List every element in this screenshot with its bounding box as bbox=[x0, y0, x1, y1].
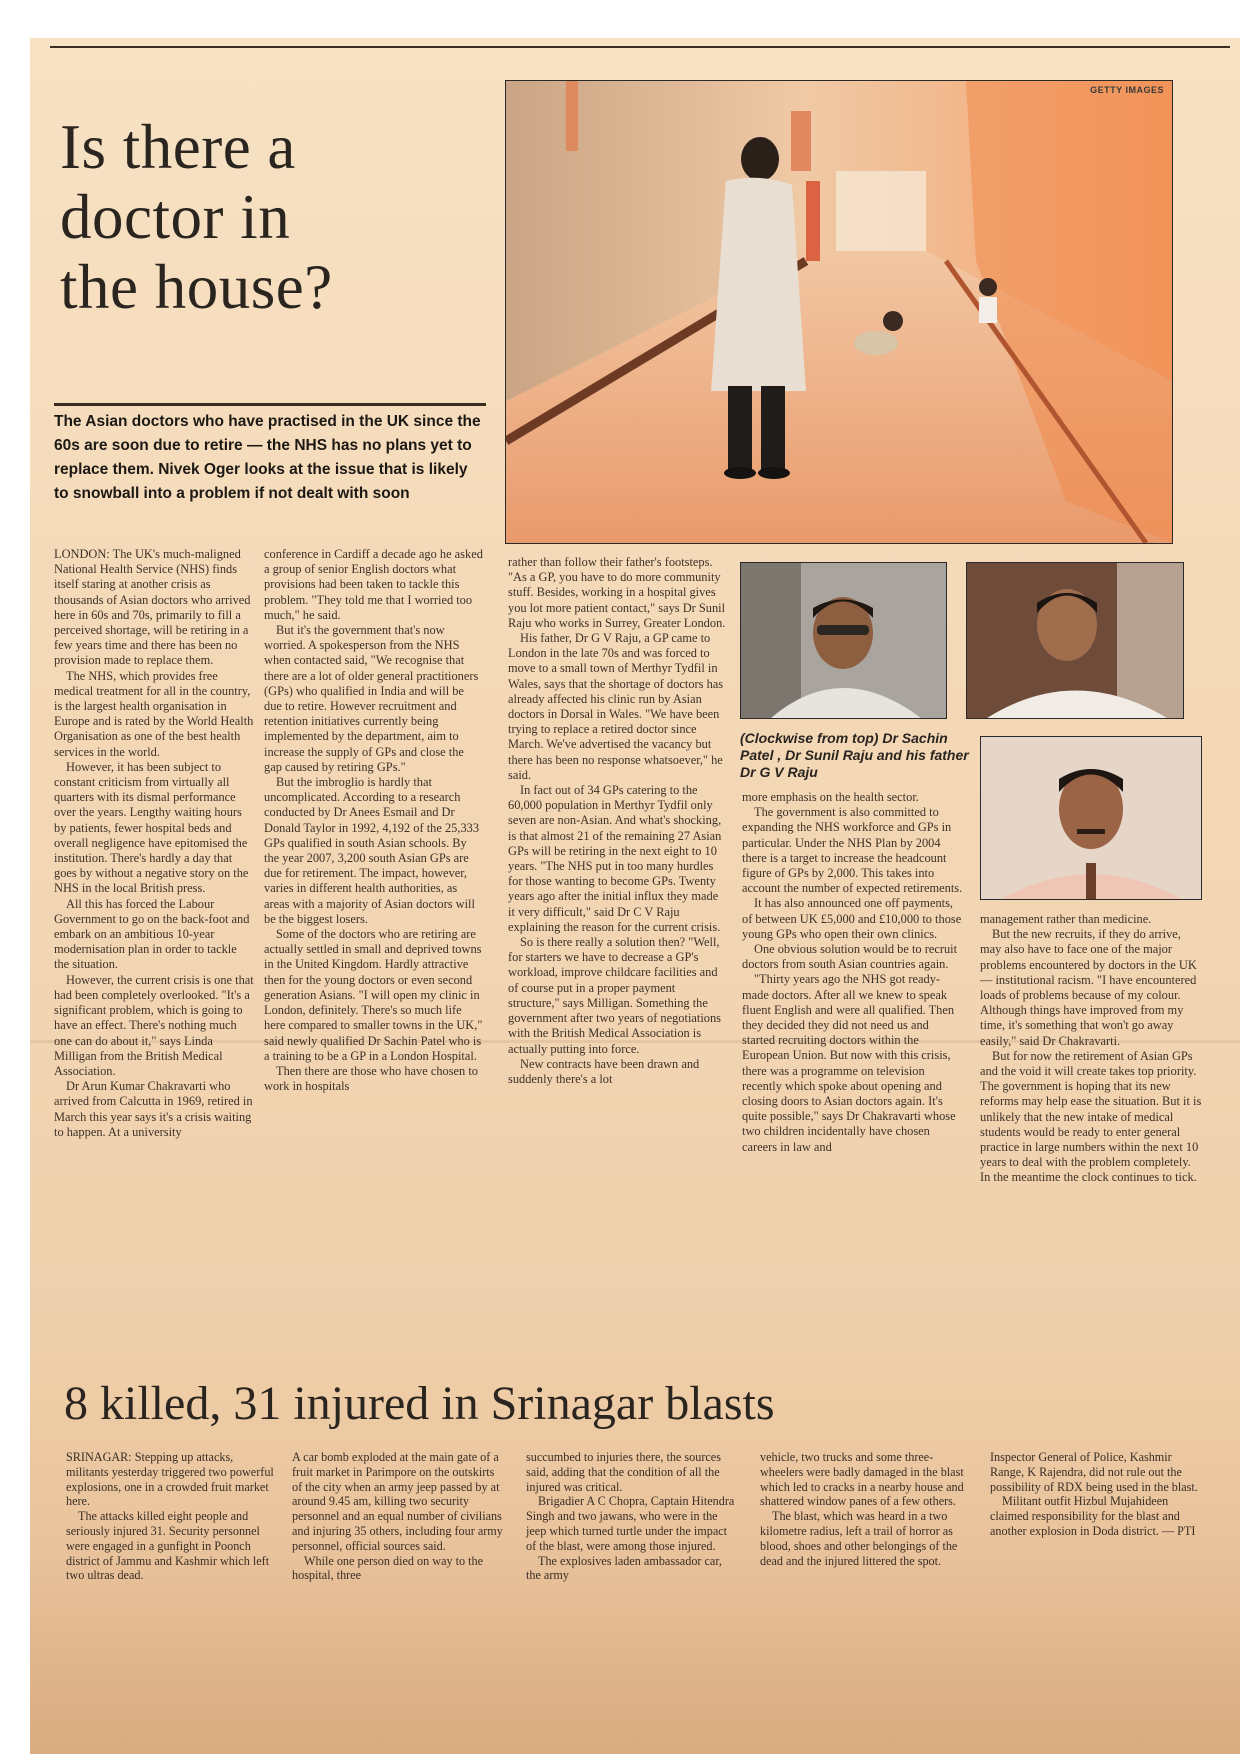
body-column-3 bbox=[508, 555, 726, 1087]
paragraph: So is there really a solution then? "Well, for starters we have to decrease a GP's workload, improve childcare facilities and of course put in a proper payment structure," says Milligan. Something the government after two years of negotiations with the British Medical Association is actually putting into force. bbox=[508, 935, 721, 1056]
top-rule bbox=[50, 46, 1230, 48]
paragraph: The government is also committed to expanding the NHS workforce and GPs in particular. Under the NHS Plan by 2004 there is a target to increase the headcount figure of GPs by 2,000. This takes into account the number of expected retirements. bbox=[742, 805, 963, 896]
paragraph: Dr Arun Kumar Chakravarti who arrived from Calcutta in 1969, retired in March this year says it's a crisis waiting to happen. At a university bbox=[54, 1079, 253, 1139]
paragraph: His father, Dr G V Raju, a GP came to London in the late 70s and was forced to move to a small town of Merthyr Tydfil in Wales, says that the shortage of doctors has already affected his clinic run by Asian doctors in Dorsal in Wales. "We have been trying to replace a retired doctor since March. We've advertised the vacancy but there has been no response whatsoever," he said. bbox=[508, 631, 724, 782]
news-column-4 bbox=[760, 1450, 972, 1568]
second-headline: 8 killed, 31 injured in Srinagar blasts bbox=[64, 1377, 775, 1430]
paragraph: "Thirty years ago the NHS got ready-made doctors. After all we knew to speak fluent English and were all qualified. Then they decided they did not need us and started recruiting doctors within the European Union. But now with this crisis, there was a programme on television recently which spoke about opening and closing doors to Asian doctors again. It's quite possible," says Dr Chakravarti whose two children incidentally have chosen careers in law and bbox=[742, 972, 956, 1154]
paragraph: The NHS, which provides free medical treatment for all in the country, is the largest health organisation in Europe and is rated by the World Health Organisation as one of the best health services in the world. bbox=[54, 668, 254, 759]
paragraph: But for now the retirement of Asian GPs and the void it will create takes top priority. The government is hoping that its new reforms may help ease the situation. But it is unlikely that the new intake of medical students would be ready to enter general practice in large numbers within the next 10 years to deal with the problem completely. In the meantime the clock continues to tick. bbox=[980, 1048, 1202, 1185]
paragraph: Some of the doctors who are retiring are actually settled in small and deprived towns in the United Kingdom. Hardly attractive then for the young doctors or even second generation Asians. "I will open my clinic in London, definitely. There's so much life here compared to smaller towns in the UK," said newly qualified Dr Sachin Patel who is a training to be a GP in a London Hospital. bbox=[264, 927, 483, 1063]
paragraph: In fact out of 34 GPs catering to the 60,000 population in Merthyr Tydfil only seven are non-Asian. And what's shocking, is that almost 21 of the remaining 27 Asian GPs will be retiring in the next eight to 10 years. "The NHS put in too many hurdles for those wanting to become GPs. Twenty years ago after the initial influx they made it very difficult," said Dr C V Raju explaining the reason for the current crisis. bbox=[508, 783, 722, 934]
paragraph: succumbed to injuries there, the sources said, adding that the condition of all the injured was critical. bbox=[526, 1450, 721, 1494]
paragraph: vehicle, two trucks and some three-wheelers were badly damaged in the blast which led to cracks in a nearby house and shattered window panes of a few others. bbox=[760, 1450, 964, 1509]
standfirst: The Asian doctors who have practised in the UK since the 60s are soon due to retire — the NHS has no plans yet to replace them. Nivek Oger looks at the issue that is likely to snowball into a problem if not dealt with soon bbox=[54, 413, 481, 502]
body-column-2 bbox=[264, 547, 484, 1094]
paragraph: The explosives laden ambassador car, the army bbox=[526, 1553, 722, 1583]
paragraph: It has also announced one off payments, of between UK £5,000 and £10,000 to those young GPs who open their own clinics. bbox=[742, 896, 962, 941]
body-column-5 bbox=[980, 912, 1202, 1186]
paragraph: A car bomb exploded at the main gate of a fruit market in Parimpore on the outskirts of the city when an army jeep passed by at around 9.45 am, killing two security personnel and an equal number of civilians and injuring 35 others, including four army personnel, official sources said. bbox=[292, 1450, 503, 1553]
paragraph: However, it has been subject to constant criticism from virtually all quarters with its dismal performance over the years. Lengthy waiting hours by patients, fewer hospital beds and overall negligence have epitomised the institution. There's hardly a day that goes by without a negative story on the NHS in the local British press. bbox=[54, 759, 249, 896]
headline: Is there a doctor in the house? bbox=[60, 112, 333, 322]
paragraph: One obvious solution would be to recruit doctors from south Asian countries again. bbox=[742, 942, 958, 972]
paragraph: The blast, which was heard in a two kilometre radius, left a trail of horror as blood, shoes and other belongings of the dead and the injured littered the spot. bbox=[760, 1509, 958, 1568]
paragraph: LONDON: The UK's much-maligned National Health Service (NHS) finds itself staring at another crisis as thousands of Asian doctors who arrived here in 60s and 70s, primarily to fill a perceived shortage, will be retiring in a few years time and there has been no provision made to replace them. bbox=[54, 547, 251, 668]
portrait-sachin-patel bbox=[740, 562, 947, 719]
paragraph: But the new recruits, if they do arrive, may also have to face one of the major problems encountered by doctors in the UK — institutional racism. "I have encountered loads of problems because of my colour. Although things have improved from my time, it's something that won't go away easily," said Dr Chakravarti. bbox=[980, 927, 1197, 1048]
paragraph: But the imbroglio is hardly that uncomplicated. According to a research conducted by Dr Anees Esmail and Dr Donald Taylor in 1992, 4,192 of the 25,333 GPs qualified in south Asian schools. By the year 2007, 3,200 south Asian GPs are due for retirement. The impact, however, varies in different health authorities, as areas with a majority of Asian doctors will be the biggest losers. bbox=[264, 775, 480, 926]
paragraph: conference in Cardiff a decade ago he asked a group of senior English doctors what provisions had been taken to tackle this problem. "They told me that I worried too much," he said. bbox=[264, 547, 483, 622]
paragraph: All this has forced the Labour Government to go on the back-foot and embark on an ambitious 10-year modernisation plan in order to tackle the situation. bbox=[54, 896, 250, 972]
paragraph: The attacks killed eight people and seriously injured 31. Security personnel were engaged in a gunfight in Poonch district of Jammu and Kashmir which left two ultras dead. bbox=[66, 1509, 270, 1583]
paragraph: more emphasis on the health sector. bbox=[742, 790, 919, 804]
paragraph: Brigadier A C Chopra, Captain Hitendra Singh and two jawans, who were in the jeep which turned turtle under the impact of the blast, were among those injured. bbox=[526, 1494, 735, 1553]
paragraph: Inspector General of Police, Kashmir Range, K Rajendra, did not rule out the possibility of RDX being used in the blast. bbox=[990, 1450, 1198, 1494]
news-column-3 bbox=[526, 1450, 738, 1583]
paragraph: SRINAGAR: Stepping up attacks, militants yesterday triggered two powerful explosions, one in a crowded fruit market here. bbox=[66, 1450, 274, 1509]
paragraph: rather than follow their father's footsteps. "As a GP, you have to do more community stuff. Besides, working in a hospital gives you lot more patient contact," says Dr Sunil Raju who works in Surrey, Greater London. bbox=[508, 555, 726, 630]
paragraph: Militant outfit Hizbul Mujahideen claimed responsibility for the blast and another explosion in Doda district. — PTI bbox=[990, 1494, 1196, 1538]
paragraph: Then there are those who have chosen to work in hospitals bbox=[264, 1063, 478, 1094]
child-standing bbox=[979, 278, 997, 323]
paragraph: While one person died on way to the hospital, three bbox=[292, 1553, 484, 1583]
paragraph: management rather than medicine. bbox=[980, 912, 1152, 926]
photo-caption: (Clockwise from top) Dr Sachin Patel , Dr Sunil Raju and his father Dr G V Raju bbox=[740, 730, 969, 780]
photo-credit: GETTY IMAGES bbox=[1090, 85, 1164, 95]
news-column-5 bbox=[990, 1450, 1202, 1539]
body-column-4 bbox=[742, 790, 964, 1155]
news-column-1 bbox=[66, 1450, 278, 1583]
portrait-sunil-raju bbox=[966, 562, 1184, 719]
news-column-2 bbox=[292, 1450, 504, 1583]
hospital-corridor-photo bbox=[505, 80, 1173, 544]
paragraph: New contracts have been drawn and suddenly there's a lot bbox=[508, 1056, 700, 1086]
standfirst-rule bbox=[54, 403, 486, 406]
paragraph: But it's the government that's now worried. A spokesperson from the NHS when contacted said, "We recognise that there are a lot of older general practitioners (GPs) who qualified in India and will be due to retire. However recruitment and retention initiatives currently being implemented by the department, aim to increase the supply of GPs and close the gap caused by retiring GPs." bbox=[264, 623, 479, 774]
body-column-1 bbox=[54, 547, 254, 1140]
portrait-gv-raju bbox=[980, 736, 1202, 900]
paragraph: However, the current crisis is one that had been completely overlooked. "It's a significant problem, which is going to have an effect. There's nothing much one can do about it," says Linda Milligan from the British Medical Association. bbox=[54, 972, 254, 1078]
